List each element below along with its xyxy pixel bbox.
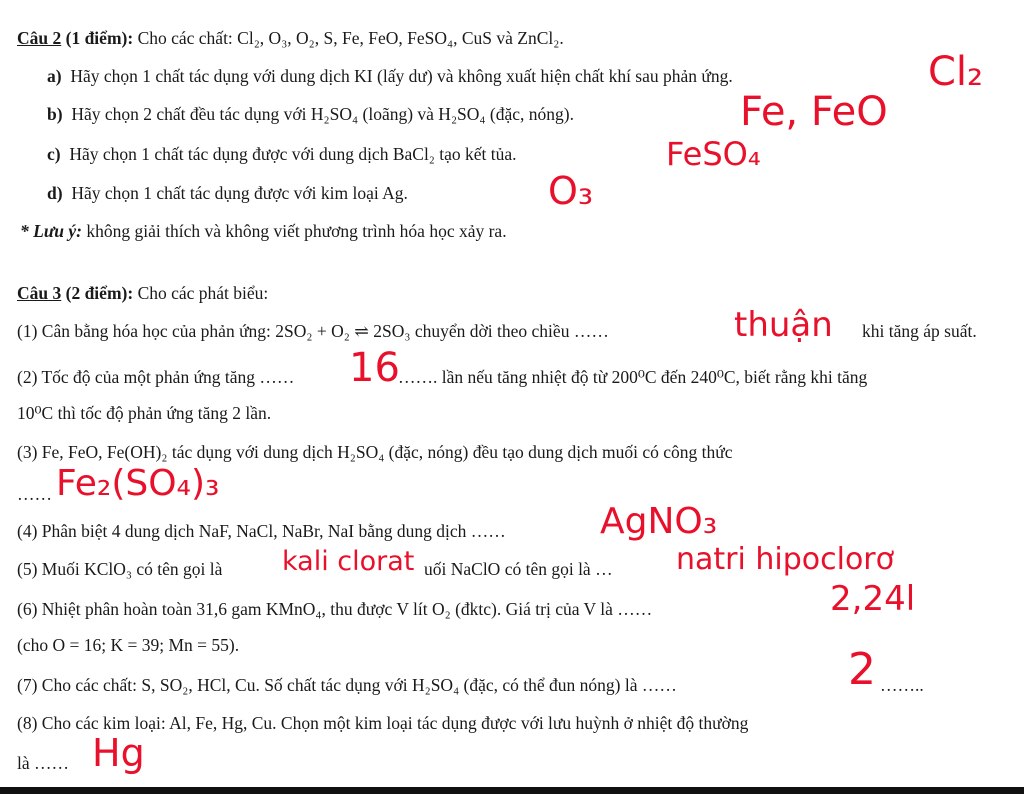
answer-a: Cl₂ (928, 49, 984, 95)
statement-5: (5) Muối KClO₃ có tên gọi là (17, 559, 223, 579)
statement-8-cont: là …… (17, 753, 70, 773)
statement-2 (17, 366, 294, 388)
q2-note-label: * Lưu ý: (20, 221, 83, 241)
statement-3-dots: …… (17, 484, 52, 504)
answer-4: AgNO₃ (600, 501, 718, 542)
statement-5-mid: uối NaClO có tên gọi là … (424, 559, 613, 579)
q2-points: (1 điểm): (61, 28, 134, 48)
statement-6-note: (cho O = 16; K = 39; Mn = 55). (17, 635, 240, 655)
q2-item-b-label: b) (47, 104, 63, 124)
answer-d: O₃ (548, 169, 594, 213)
statement-8: (8) Cho các kim loại: Al, Fe, Hg, Cu. Chọn một kim loại tác dụng được với lưu huỳnh ở nhiệt độ thường (17, 713, 749, 733)
q2-item-b (47, 103, 574, 125)
q3-heading-line (17, 282, 268, 304)
q3-heading: Câu 3 (17, 283, 62, 303)
q3-intro: Cho các phát biểu: (133, 283, 269, 303)
statement-3: (3) Fe, FeO, Fe(OH)₂ tác dụng với dung dịch H₂SO₄ (đặc, nóng) đều tạo dung dịch muối có công thức (17, 442, 733, 462)
q2-heading: Câu 2 (17, 28, 62, 48)
statement-1-tail: khi tăng áp suất. (862, 321, 977, 341)
q3-points: (2 điểm): (61, 283, 134, 303)
q2-item-a (47, 65, 733, 87)
bottom-edge (0, 787, 1024, 794)
answer-2: 16 (349, 345, 400, 391)
statement-4: (4) Phân biệt 4 dung dịch NaF, NaCl, NaBr, NaI bằng dung dịch …… (17, 521, 506, 541)
answer-5b: natri hipoclorơ (676, 542, 894, 577)
statement-2-text: (2) Tốc độ của một phản ứng tăng …… (17, 367, 295, 387)
answer-5a: kali clorat (282, 546, 415, 577)
q2-item-c-label: c) (47, 144, 61, 164)
statement-2-tail: ……. lần nếu tăng nhiệt độ từ 200⁰C đến 240⁰C, biết rằng khi tăng (398, 367, 868, 387)
statement-6: (6) Nhiệt phân hoàn toàn 31,6 gam KMnO₄, thu được V lít O₂ (đktc). Giá trị của V là …… (17, 599, 653, 619)
statement-7: (7) Cho các chất: S, SO₂, HCl, Cu. Số chất tác dụng với H₂SO₄ (đặc, có thể đun nóng) là …… (17, 675, 677, 695)
answer-7: 2 (848, 644, 876, 695)
answer-c: FeSO₄ (666, 135, 761, 173)
q2-note (20, 220, 507, 242)
statement-7-dots: …….. (880, 675, 924, 695)
statement-2-cont: 10⁰C thì tốc độ phản ứng tăng 2 lần. (17, 403, 272, 423)
q2-item-a-text: Hãy chọn 1 chất tác dụng với dung dịch KI (lấy dư) và không xuất hiện chất khí sau phản ứng. (70, 66, 733, 86)
q2-item-d (47, 182, 408, 204)
q2-item-c (47, 143, 517, 165)
q2-item-a-label: a) (47, 66, 62, 86)
q2-item-b-text: Hãy chọn 2 chất đều tác dụng với H₂SO₄ (loãng) và H₂SO₄ (đặc, nóng). (71, 104, 574, 124)
q2-note-text: không giải thích và không viết phương trình hóa học xảy ra. (82, 221, 507, 241)
q2-heading-line (17, 27, 564, 49)
answer-3: Fe₂(SO₄)₃ (56, 463, 220, 504)
q2-item-d-label: d) (47, 183, 63, 203)
answer-b: Fe, FeO (740, 89, 888, 135)
statement-1-text: (1) Cân bằng hóa học của phản ứng: 2SO₂ + O₂ ⇌ 2SO₃ chuyển dời theo chiều …… (17, 321, 609, 341)
q2-intro: Cho các chất: Cl₂, O₃, O₂, S, Fe, FeO, FeSO₄, CuS và ZnCl₂. (133, 28, 564, 48)
answer-8: Hg (92, 731, 145, 775)
answer-6: 2,24l (830, 579, 916, 619)
q2-item-c-text: Hãy chọn 1 chất tác dụng được với dung dịch BaCl₂ tạo kết tủa. (69, 144, 517, 164)
q2-item-d-text: Hãy chọn 1 chất tác dụng được với kim loại Ag. (71, 183, 408, 203)
answer-1: thuận (734, 305, 833, 345)
statement-1 (17, 320, 609, 342)
